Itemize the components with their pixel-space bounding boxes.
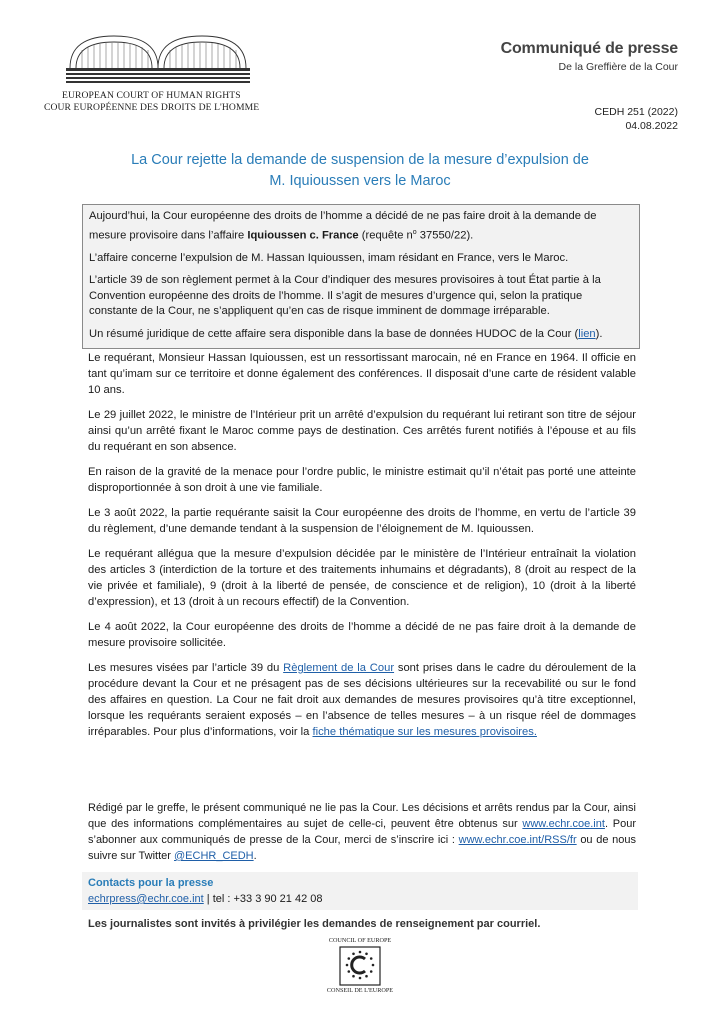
summary-paragraph [89,327,633,343]
summary-paragraph: L’affaire concerne l’expulsion de M. Hassan Iquioussen, imam résidant en France, vers le Maroc. [89,251,569,264]
body-paragraph: Le requérant, Monsieur Hassan Iquioussen, est un ressortissant marocain, né en France en 1964. Il officie en tant qu’imam sur ce territoire et donne également des conférences. Il disposait d’une carte de résident valable 10 ans. [88,352,636,396]
footer-text-run: . Pour s’abonner aux communiqués de presse de la Cour, merci de s’inscrire ici : [88,818,636,846]
coe-name-fr: CONSEIL DE L'EUROPE [326,987,394,994]
journalists-note: Les journalistes sont invités à privilégier les demandes de renseignement par courriel. [88,918,541,930]
body-paragraph [88,660,636,740]
press-contacts-box [82,872,638,910]
press-release-header [501,40,678,73]
footer-text-run: ou de nous suivre sur Twitter [88,834,636,862]
body-text-run: Les mesures visées par l’article 39 du [88,662,284,674]
coe-name-en: COUNCIL OF EUROPE [328,937,392,944]
footer-text-run: Rédigé par le greffe, le présent communiqué ne lie pas la Cour. Les décisions et arrêts rendus par la Cour, ainsi que des informations complémentaires au sujet de celle-ci, peuvent être obtenus sur [88,802,636,830]
body-paragraph: Le requérant allégua que la mesure d’expulsion décidée par le ministère de l’Intérieur entraînait la violation des articles 3 (interdiction de la torture et des traitements inhumains et dégradants), 8 (droit au respect de la vie privée et familiale), 9 (droit à la liberté de pensée, de conscience et de religion), 10 (droit à la liberté d’expression), et 13 (droit à un recours effectif) de la Convention. [88,548,636,608]
hudoc-link[interactable]: lien [578,327,596,340]
twitter-link[interactable]: @ECHR_CEDH [174,850,254,862]
body-paragraph: En raison de la gravité de la menace pour l’ordre public, le ministre estimait qu’il n’était pas porté une atteinte disproportionnée à son droit à une vie familiale. [88,466,636,494]
press-release-title: Communiqué de presse [500,40,678,57]
press-phone: | tel : +33 3 90 21 42 08 [203,893,323,905]
rules-of-court-link[interactable]: Règlement de la Cour [283,662,395,674]
body-paragraph: Le 29 juillet 2022, le ministre de l’Intérieur prit un arrêté d’expulsion du requérant lui retirant son titre de séjour ainsi qu’un arrêté fixant le Maroc comme pays de destination. Ces arrêtés furent notifiés à l’épouse et au fils du requérant en son absence. [88,409,636,453]
title-line-1: La Cour rejette la demande de suspension de la mesure d’expulsion de [131,152,589,168]
body-text [88,350,636,749]
reference-block [595,105,678,133]
court-name-en: EUROPEAN COURT OF HUMAN RIGHTS [62,90,241,101]
case-name: Iquioussen c. France [247,229,359,242]
footer-text-run: . [253,850,257,862]
title-line-2: M. Iquioussen vers le Maroc [269,173,451,189]
page-title [60,150,660,192]
interim-measures-factsheet-link[interactable]: fiche thématique sur les mesures provisoires. [312,726,537,738]
summary-text: (requête n [358,229,413,242]
summary-paragraph: L’article 39 de son règlement permet à la Cour d’indiquer des mesures provisoires à tout État partie à la Convention européenne des droits de l’homme. Il s’agit de mesures d’urgence qui, selon la pratique constante de la Cour, ne s’appliquent qu’en cas de risque imminent de dommage irréparable. [89,274,601,318]
press-release-issuer: De la Greffière de la Cour [558,61,678,73]
body-paragraph: Le 3 août 2022, la partie requérante saisit la Cour européenne des droits de l’homme, en vertu de l’article 39 du règlement, d’une demande tendant à la suspension de l’éloignement de M. Iquioussen. [88,507,636,535]
summary-box [82,204,640,349]
court-logo [44,28,274,114]
council-of-europe-logo [310,937,410,994]
reference-number: CEDH 251 (2022) [594,106,678,118]
footer-text [88,800,636,864]
contacts-line [88,891,632,907]
summary-text: 37550/22). [416,229,474,242]
summary-text: Aujourd’hui, la Cour européenne des droits de l’homme a décidé de ne pas faire droit à la demande de mesure provisoire dans l’affaire [89,210,597,242]
court-building-icon [62,28,252,86]
contacts-heading: Contacts pour la presse [88,877,214,889]
rss-link[interactable]: www.echr.coe.int/RSS/fr [458,834,577,846]
council-of-europe-emblem-icon [339,946,381,986]
summary-text: Un résumé juridique de cette affaire sera disponible dans la base de données HUDOC de la Cour ( [89,327,579,340]
superscript: o [412,228,417,236]
body-paragraph: Le 4 août 2022, la Cour européenne des droits de l’homme a décidé de ne pas faire droit à la demande de mesure provisoire sollicitée. [88,621,636,649]
release-date: 04.08.2022 [625,120,678,132]
summary-text: ). [595,327,603,340]
echr-website-link[interactable]: www.echr.coe.int [522,818,605,830]
summary-paragraph [89,209,633,244]
court-name-fr: COUR EUROPÉENNE DES DROITS DE L'HOMME [44,102,260,113]
press-email-link[interactable]: echrpress@echr.coe.int [88,893,204,905]
body-text-run: sont prises dans le cadre du déroulement de la procédure devant la Cour et ne présagent pas de ses décisions ultérieures sur la recevabilité ou sur le fond des affaires en question. La Cour ne fait droit aux demandes de mesures provisoires qu’à titre exceptionnel, lorsque les requérants seraient exposés – en l’absence de telles mesures – à un risque réel de dommages irréparables. Pour plus d’informations, voir la [88,662,637,738]
